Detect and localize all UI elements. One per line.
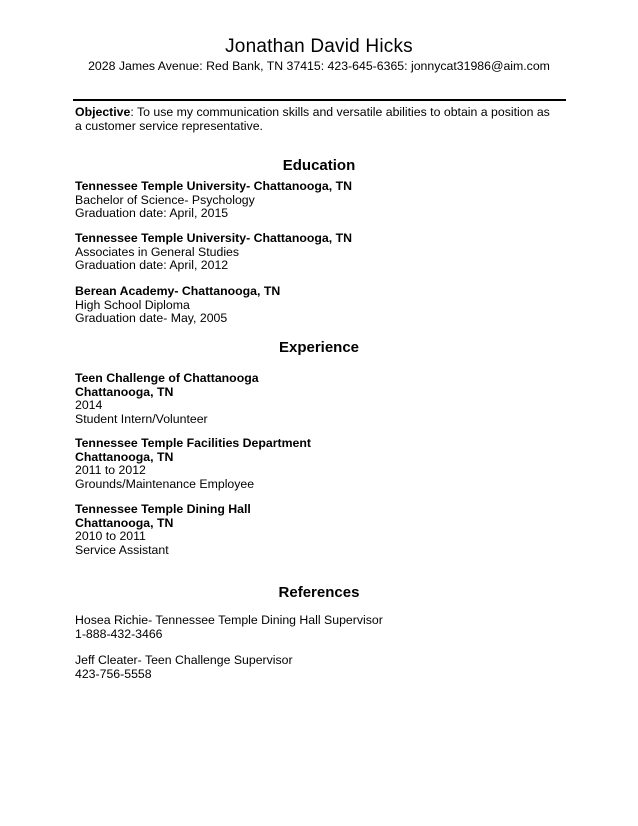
- experience-dates: 2010 to 2011: [75, 529, 146, 543]
- reference-phone: 423-756-5558: [75, 666, 152, 681]
- experience-role: Service Assistant: [75, 542, 169, 557]
- experience-location: Chattanooga, TN: [75, 384, 174, 399]
- experience-org: Teen Challenge of Chattanooga: [75, 371, 259, 385]
- references-heading: References: [278, 584, 360, 601]
- reference-name: Jeff Cleater- Teen Challenge Supervisor: [75, 653, 293, 667]
- experience-dates: 2011 to 2012: [75, 463, 146, 477]
- experience-dates: 2014: [75, 398, 103, 412]
- education-date: Graduation date- May, 2005: [75, 311, 228, 325]
- education-entry: [75, 232, 555, 273]
- objective-text: : To use my communication skills and versatile abilities to obtain a position as a customer service representative.: [75, 105, 550, 133]
- experience-role: Grounds/Maintenance Employee: [75, 476, 255, 491]
- experience-location: Chattanooga, TN: [75, 449, 174, 464]
- experience-location: Chattanooga, TN: [75, 515, 174, 530]
- education-degree: Associates in General Studies: [75, 244, 240, 259]
- education-school: Berean Academy- Chattanooga, TN: [75, 284, 281, 298]
- education-date: Graduation date: April, 2012: [75, 258, 229, 272]
- reference-entry: [75, 654, 555, 681]
- reference-phone: 1-888-432-3466: [75, 626, 163, 641]
- objective-paragraph: [75, 105, 555, 133]
- experience-org: Tennessee Temple Facilities Department: [75, 436, 312, 450]
- experience-entry: [75, 437, 555, 491]
- education-degree: High School Diploma: [75, 297, 190, 312]
- experience-entry: [75, 503, 555, 557]
- reference-entry: [75, 614, 555, 641]
- education-degree: Bachelor of Science- Psychology: [75, 192, 255, 207]
- contact-line: 2028 James Avenue: Red Bank, TN 37415: 423-645-6365: jonnycat31986@aim.com: [88, 59, 550, 73]
- experience-heading: Experience: [278, 339, 360, 356]
- education-heading: Education: [282, 157, 356, 174]
- resume-name: Jonathan David Hicks: [225, 36, 413, 57]
- education-entry: [75, 285, 555, 326]
- experience-role: Student Intern/Volunteer: [75, 411, 208, 426]
- education-school: Tennessee Temple University- Chattanooga, TN: [75, 179, 352, 193]
- education-date: Graduation date: April, 2015: [75, 206, 229, 220]
- experience-org: Tennessee Temple Dining Hall: [75, 502, 251, 516]
- education-school: Tennessee Temple University- Chattanooga, TN: [75, 231, 352, 245]
- header-divider: [73, 99, 566, 101]
- education-entry: [75, 180, 555, 221]
- reference-name: Hosea Richie- Tennessee Temple Dining Hall Supervisor: [75, 613, 383, 627]
- objective-label: Objective: [75, 105, 131, 119]
- experience-entry: [75, 372, 555, 426]
